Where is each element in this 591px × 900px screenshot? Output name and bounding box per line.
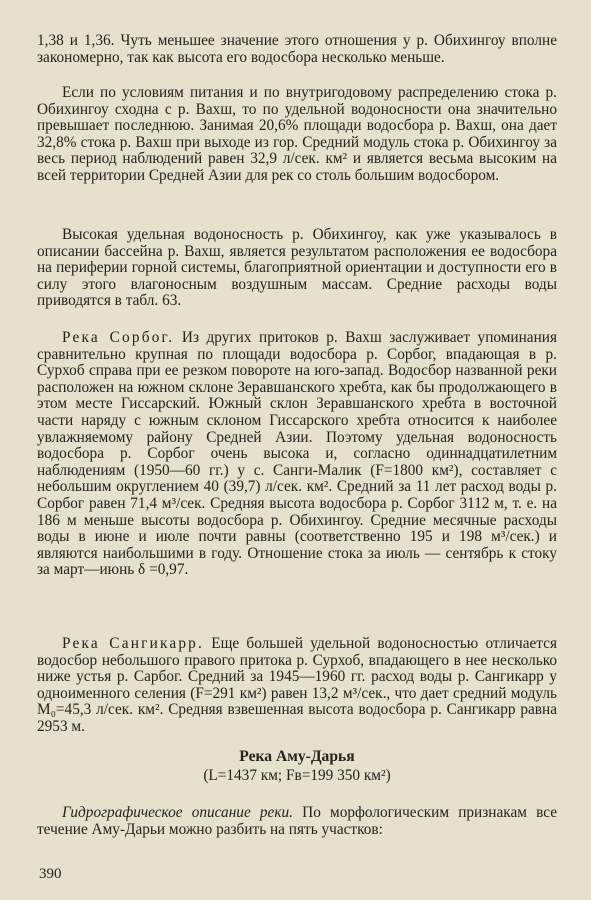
- chapter-heading: Река Аму-Дарья: [239, 748, 355, 765]
- section-title-hydrography: Гидрографическое описание реки.: [62, 804, 293, 821]
- paragraph-2: Если по условиям питания и по внутригодовому распределению стока р. Обихингоу сходна с р. Вахш, то по удельной водоносности она значительно превышает последнюю. Занимая 20,6% площади водосбора р. Вахш, она дает 32,8% стока р. Вахш при выходе из гор. Средний модуль стока р. Обихингоу за весь период наблюдений равен 32,9 л/сек. км² и является весьма высоким на всей территории Средней Азии для рек со столь большим водосбором.: [37, 84, 557, 184]
- section-title-sangikarr: Река Сангикарр.: [62, 635, 205, 652]
- paragraph-6: [37, 805, 557, 838]
- paragraph-5-body: Еще большей удельной водоносностью отличается водосбор небольшого правого притока р. Сурхоб, впадающего в нее несколько ниже устья р. Сарбог. Средний за 1945—1960 гг. расход воды р. Сангикарр у одноименного селения (F=291 км²) равен 13,2 м³/сек., что дает средний модуль M₀=45,3 л/сек. км². Средняя взвешенная высота водосбора р. Сангикарр равна 2953 м.: [37, 635, 557, 735]
- paragraph-3: Высокая удельная водоносность р. Обихингоу, как уже указывалось в описании бассейна р. Вахш, является результатом расположения ее водосбора на периферии горной системы, благоприятной ориентации и доступности его в силу этого влагоносным воздушным массам. Средние расходы воды приводятся в табл. 63.: [37, 226, 557, 310]
- paragraph-1: 1,38 и 1,36. Чуть меньшее значение этого отношения у р. Обихингоу вполне закономерно, так как высота его водосбора несколько меньше.: [37, 32, 557, 66]
- paragraph-4-body: Из других притоков р. Вахш заслуживает упоминания сравнительно крупная по площади водосбора р. Сорбог, впадающая в р. Сурхоб справа при ее резком повороте на юго-запад. Водосбор названной реки расположен на южном склоне Зеравшанского хребта, как бы продолжающего в этом месте Гиссарский. Южный склон Зеравшанского хребта в восточной части наряду с южным склоном Гиссарского хребта относится к наиболее увлажняемому району Средней Азии. Поэтому удельная водоносность водосбора р. Сорбог очень высока и, согласно одиннадцатилетним наблюдениям (1950—60 гг.) у с. Санги-Малик (F=1800 км²), составляет с небольшим округлением 40 (39,7) л/сек. км². Средний за 11 лет расход воды р. Сорбог равен 71,4 м³/сек. Средняя высота водосбора р. Сорбог 3112 м, т. е. на 186 м меньше высоты водосбора р. Обихингоу. Средние месячные расходы воды в июне и июле почти равны (соответственно 195 и 198 м³/сек.) и являются наибольшими в году. Отношение стока за июль — сентябрь к стоку за март—июнь δ =0,97.: [37, 329, 557, 579]
- paragraph-4: [37, 330, 557, 579]
- paragraph-5: [37, 636, 557, 736]
- chapter-subheading: (L=1437 км; Fв=199 350 км²): [203, 767, 391, 784]
- paragraph-6-body: По морфологическим признакам все течение Аму-Дарьи можно разбить на пять участков:: [37, 804, 557, 838]
- section-title-sorbog: Река Сорбог.: [62, 329, 175, 346]
- page-number: 390: [39, 866, 62, 882]
